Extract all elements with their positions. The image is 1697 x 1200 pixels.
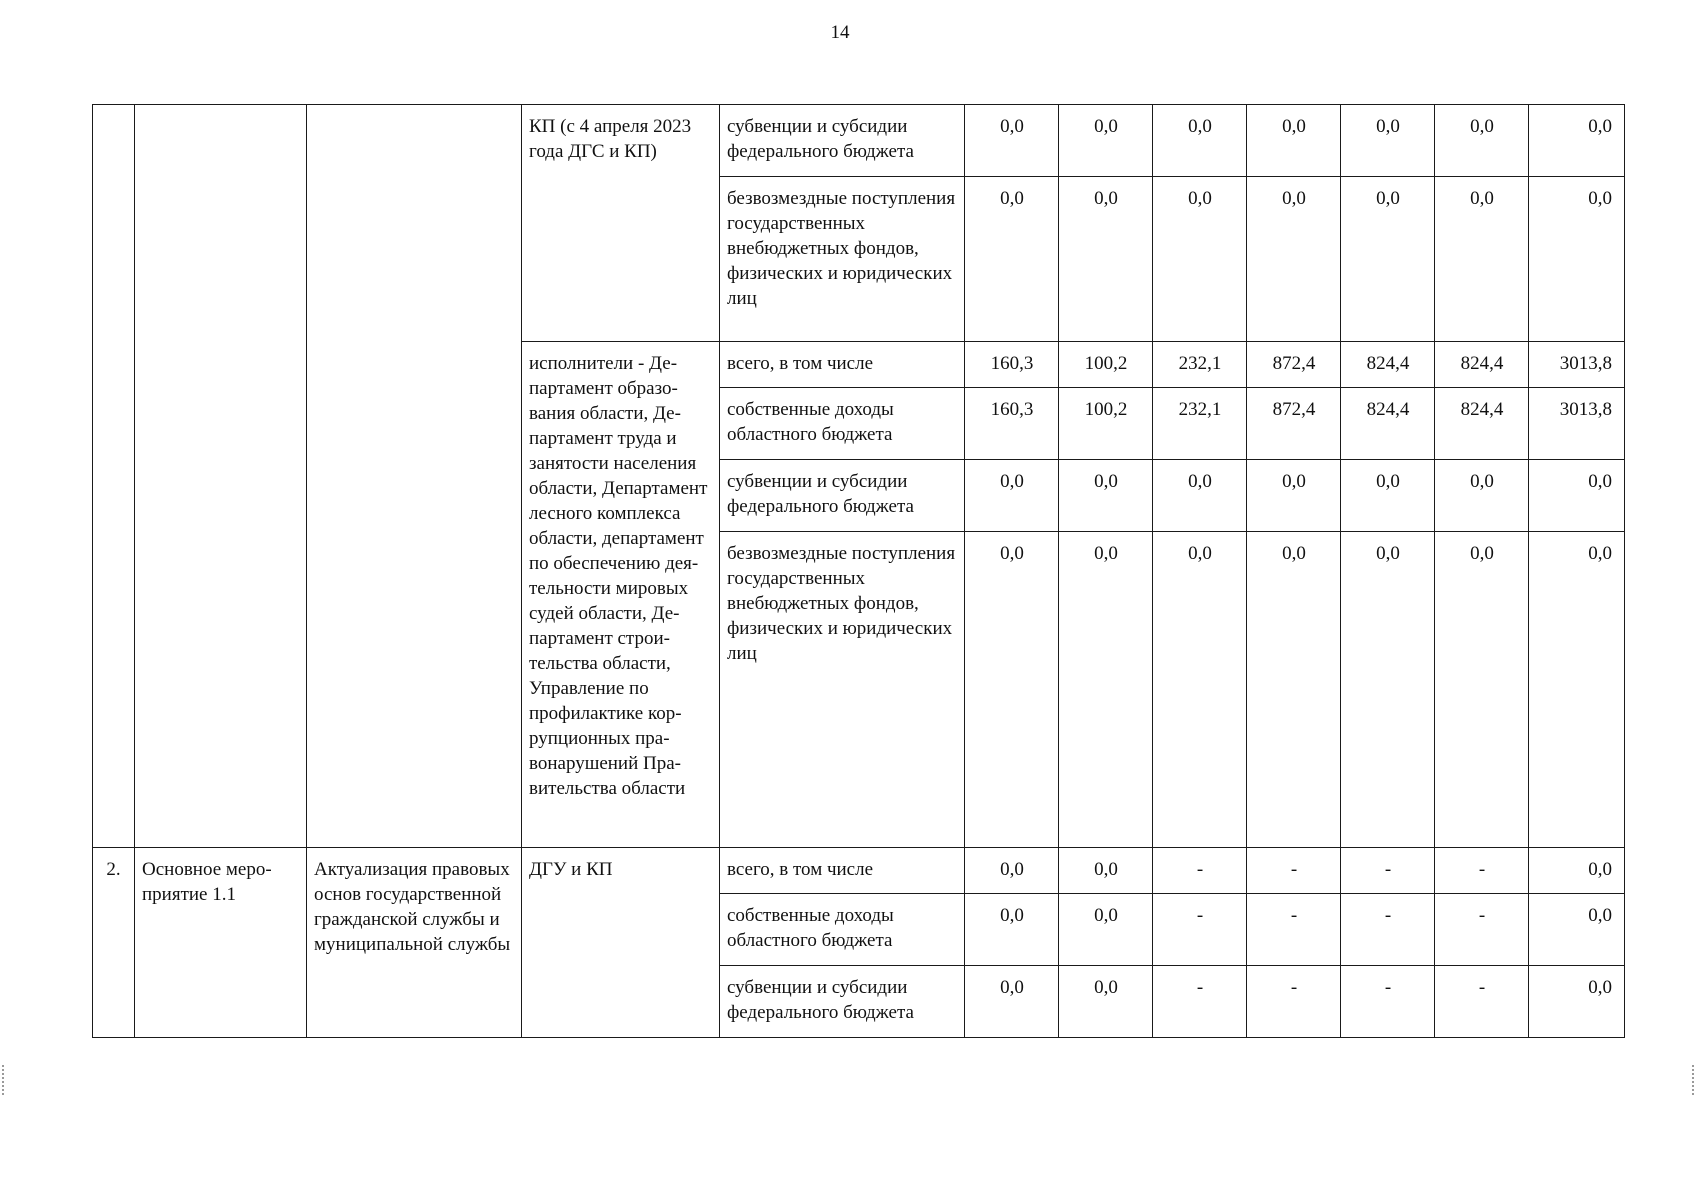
funding-source-cell: всего, в том числе <box>720 342 965 388</box>
value-cell: 0,0 <box>1435 105 1529 177</box>
value-cell: 232,1 <box>1153 388 1247 460</box>
total-cell: 3013,8 <box>1529 388 1625 460</box>
value-cell: 0,0 <box>1059 966 1153 1038</box>
total-cell: 0,0 <box>1529 894 1625 966</box>
responsible-cell: исполнители - Департамент образования области, Департамент труда и занятости населения области, Департамент лесного комплекса области, департамент по обеспечению деятельности мировых судей области, Департамент строительства области, Управление по профилактике коррупционных правонарушений Правительства области <box>522 342 720 848</box>
value-cell: 0,0 <box>1153 105 1247 177</box>
value-cell: 0,0 <box>1341 177 1435 342</box>
value-cell: 0,0 <box>1247 460 1341 532</box>
total-cell: 0,0 <box>1529 532 1625 848</box>
value-cell: 872,4 <box>1247 342 1341 388</box>
scan-artifact <box>2 1065 6 1095</box>
value-cell: - <box>1435 966 1529 1038</box>
measure-description-cell: Актуализация правовых основ государственной гражданской службы и муниципальной службы <box>307 848 522 1038</box>
value-cell: 0,0 <box>1435 177 1529 342</box>
value-cell: 100,2 <box>1059 388 1153 460</box>
value-cell: 0,0 <box>965 177 1059 342</box>
total-cell: 0,0 <box>1529 460 1625 532</box>
funding-source-cell: собственные доходы областного бюджета <box>720 894 965 966</box>
table-row <box>93 105 1625 177</box>
funding-source-cell: субвенции и субсидии федерального бюджета <box>720 105 965 177</box>
value-cell: 0,0 <box>965 460 1059 532</box>
value-cell: 0,0 <box>1059 177 1153 342</box>
number-cell: 2. <box>93 848 135 1038</box>
value-cell: 0,0 <box>1341 532 1435 848</box>
value-cell: 0,0 <box>1059 105 1153 177</box>
value-cell: 0,0 <box>965 966 1059 1038</box>
value-cell: 0,0 <box>1247 105 1341 177</box>
budget-table <box>92 104 1625 1038</box>
value-cell: 824,4 <box>1341 388 1435 460</box>
value-cell: 0,0 <box>965 532 1059 848</box>
value-cell: - <box>1153 966 1247 1038</box>
value-cell: 0,0 <box>965 105 1059 177</box>
value-cell: 160,3 <box>965 388 1059 460</box>
value-cell: 824,4 <box>1341 342 1435 388</box>
value-cell: 0,0 <box>1059 894 1153 966</box>
responsible-cell: КП (с 4 апреля 2023 года ДГС и КП) <box>522 105 720 342</box>
value-cell: - <box>1341 894 1435 966</box>
measure-name-cell <box>135 105 307 848</box>
total-cell: 0,0 <box>1529 105 1625 177</box>
scan-artifact <box>1692 1065 1696 1095</box>
value-cell: - <box>1247 848 1341 894</box>
value-cell: - <box>1341 848 1435 894</box>
total-cell: 0,0 <box>1529 966 1625 1038</box>
total-cell: 0,0 <box>1529 848 1625 894</box>
funding-source-cell: безвозмездные поступления государственных внебюджетных фондов, физических и юридических лиц <box>720 532 965 848</box>
value-cell: 0,0 <box>1341 460 1435 532</box>
responsible-cell: ДГУ и КП <box>522 848 720 1038</box>
value-cell: 824,4 <box>1435 342 1529 388</box>
value-cell: 0,0 <box>1059 848 1153 894</box>
table-row <box>93 848 1625 894</box>
value-cell: 160,3 <box>965 342 1059 388</box>
value-cell: 0,0 <box>1153 177 1247 342</box>
value-cell: - <box>1153 848 1247 894</box>
value-cell: 0,0 <box>1435 460 1529 532</box>
value-cell: 0,0 <box>1153 532 1247 848</box>
funding-source-cell: безвозмездные поступления государственных внебюджетных фондов, физических и юридических лиц <box>720 177 965 342</box>
page-number: 14 <box>830 22 850 43</box>
value-cell: - <box>1435 894 1529 966</box>
value-cell: 0,0 <box>1341 105 1435 177</box>
value-cell: - <box>1247 966 1341 1038</box>
value-cell: - <box>1247 894 1341 966</box>
value-cell: 0,0 <box>1435 532 1529 848</box>
total-cell: 0,0 <box>1529 177 1625 342</box>
value-cell: 100,2 <box>1059 342 1153 388</box>
value-cell: 872,4 <box>1247 388 1341 460</box>
value-cell: 0,0 <box>1247 177 1341 342</box>
value-cell: 0,0 <box>965 894 1059 966</box>
total-cell: 3013,8 <box>1529 342 1625 388</box>
value-cell: - <box>1153 894 1247 966</box>
funding-source-cell: субвенции и субсидии федерального бюджета <box>720 966 965 1038</box>
measure-description-cell <box>307 105 522 848</box>
value-cell: - <box>1435 848 1529 894</box>
funding-source-cell: собственные доходы областного бюджета <box>720 388 965 460</box>
value-cell: 824,4 <box>1435 388 1529 460</box>
value-cell: 0,0 <box>1247 532 1341 848</box>
value-cell: 0,0 <box>965 848 1059 894</box>
funding-source-cell: всего, в том числе <box>720 848 965 894</box>
value-cell: 0,0 <box>1059 532 1153 848</box>
value-cell: 0,0 <box>1059 460 1153 532</box>
number-cell <box>93 105 135 848</box>
measure-name-cell: Основное мероприятие 1.1 <box>135 848 307 1038</box>
value-cell: 0,0 <box>1153 460 1247 532</box>
value-cell: 232,1 <box>1153 342 1247 388</box>
value-cell: - <box>1341 966 1435 1038</box>
funding-source-cell: субвенции и субсидии федерального бюджета <box>720 460 965 532</box>
